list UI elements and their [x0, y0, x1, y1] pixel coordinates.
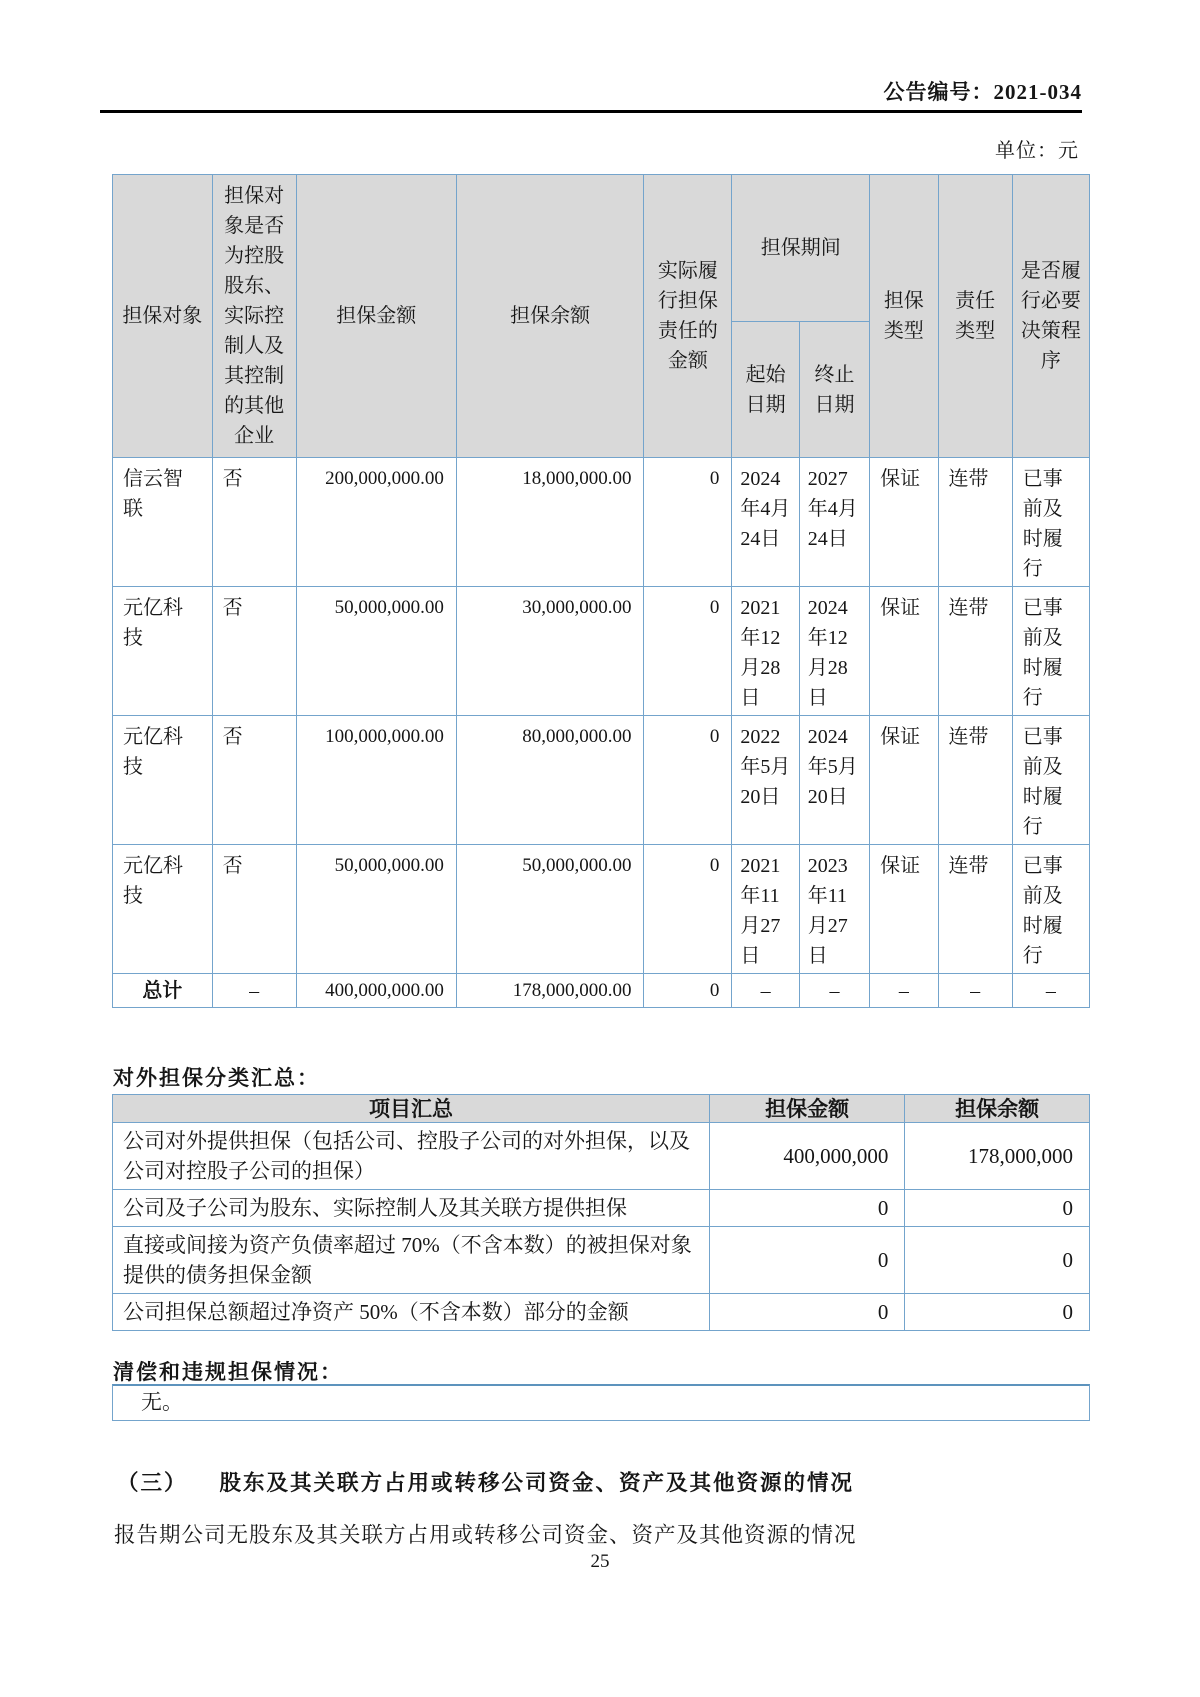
cell-procedure: 已事前及时履行	[1012, 587, 1089, 716]
cell-liability: 连带	[938, 716, 1012, 845]
page-number: 25	[590, 1551, 610, 1572]
total-related: –	[212, 974, 296, 1008]
summary-item: 公司及子公司为股东、实际控制人及其关联方提供担保	[113, 1190, 710, 1227]
doc-number: 公告编号：2021-034	[883, 80, 1082, 104]
summary-col-item: 项目汇总	[113, 1095, 710, 1123]
cell-amount: 100,000,000.00	[296, 716, 456, 845]
col-header-actual: 实际履行担保责任的金额	[644, 175, 732, 458]
cell-actual: 0	[644, 716, 732, 845]
unit-label: 单位：元	[995, 140, 1079, 162]
cell-amount: 50,000,000.00	[296, 587, 456, 716]
section3-heading	[117, 1466, 854, 1497]
settlement-content: 无。	[141, 1390, 183, 1414]
guarantee-row	[113, 716, 1090, 845]
cell-related: 否	[212, 716, 296, 845]
cell-end-date: 2024年5月20日	[799, 716, 869, 845]
summary-row	[113, 1123, 1090, 1190]
cell-liability: 连带	[938, 845, 1012, 974]
settlement-content-box	[112, 1384, 1090, 1421]
summary-balance: 178,000,000	[905, 1123, 1090, 1190]
col-header-target: 担保对象	[113, 175, 213, 458]
cell-type: 保证	[870, 587, 938, 716]
cell-start-date: 2021年12月28日	[732, 587, 799, 716]
cell-start-date: 2021年11月27日	[732, 845, 799, 974]
cell-amount: 50,000,000.00	[296, 845, 456, 974]
summary-balance: 0	[905, 1190, 1090, 1227]
header-rule	[100, 110, 1082, 113]
total-actual: 0	[644, 974, 732, 1008]
section3-number: （三）	[117, 1471, 188, 1495]
settlement-heading: 清偿和违规担保情况：	[113, 1360, 343, 1384]
total-procedure: –	[1012, 974, 1089, 1008]
col-header-liability: 责任类型	[938, 175, 1012, 458]
section3-body: 报告期公司无股东及其关联方占用或转移公司资金、资产及其他资源的情况	[114, 1523, 857, 1547]
summary-balance: 0	[905, 1294, 1090, 1331]
col-header-amount: 担保金额	[296, 175, 456, 458]
cell-related: 否	[212, 458, 296, 587]
summary-item: 公司对外提供担保（包括公司、控股子公司的对外担保，以及公司对控股子公司的担保）	[113, 1123, 710, 1190]
total-label: 总计	[113, 974, 213, 1008]
col-header-related: 担保对象是否为控股股东、实际控制人及其控制的其他企业	[212, 175, 296, 458]
guarantee-row	[113, 458, 1090, 587]
cell-liability: 连带	[938, 458, 1012, 587]
summary-amount: 400,000,000	[709, 1123, 904, 1190]
cell-target: 信云智联	[113, 458, 213, 587]
cell-actual: 0	[644, 458, 732, 587]
total-amount: 400,000,000.00	[296, 974, 456, 1008]
cell-procedure: 已事前及时履行	[1012, 458, 1089, 587]
col-header-end-date: 终止日期	[799, 322, 869, 458]
cell-type: 保证	[870, 716, 938, 845]
total-end: –	[799, 974, 869, 1008]
total-type: –	[870, 974, 938, 1008]
cell-actual: 0	[644, 587, 732, 716]
col-header-balance: 担保余额	[456, 175, 644, 458]
cell-end-date: 2024年12月28日	[799, 587, 869, 716]
summary-item: 公司担保总额超过净资产 50%（不含本数）部分的金额	[113, 1294, 710, 1331]
cell-related: 否	[212, 845, 296, 974]
cell-procedure: 已事前及时履行	[1012, 845, 1089, 974]
summary-amount: 0	[709, 1227, 904, 1294]
cell-balance: 18,000,000.00	[456, 458, 644, 587]
cell-target: 元亿科技	[113, 716, 213, 845]
cell-end-date: 2023年11月27日	[799, 845, 869, 974]
summary-row	[113, 1227, 1090, 1294]
summary-table	[112, 1094, 1090, 1331]
cell-target: 元亿科技	[113, 587, 213, 716]
summary-amount: 0	[709, 1294, 904, 1331]
guarantee-row	[113, 587, 1090, 716]
summary-row	[113, 1190, 1090, 1227]
total-balance: 178,000,000.00	[456, 974, 644, 1008]
cell-start-date: 2024年4月24日	[732, 458, 799, 587]
col-header-start-date: 起始日期	[732, 322, 799, 458]
cell-amount: 200,000,000.00	[296, 458, 456, 587]
cell-balance: 80,000,000.00	[456, 716, 644, 845]
guarantee-row	[113, 845, 1090, 974]
summary-amount: 0	[709, 1190, 904, 1227]
cell-target: 元亿科技	[113, 845, 213, 974]
guarantee-total-row	[113, 974, 1090, 1008]
summary-item: 直接或间接为资产负债率超过 70%（不含本数）的被担保对象提供的债务担保金额	[113, 1227, 710, 1294]
cell-actual: 0	[644, 845, 732, 974]
cell-liability: 连带	[938, 587, 1012, 716]
cell-balance: 30,000,000.00	[456, 587, 644, 716]
total-liability: –	[938, 974, 1012, 1008]
summary-col-balance: 担保余额	[905, 1095, 1090, 1123]
cell-procedure: 已事前及时履行	[1012, 716, 1089, 845]
summary-balance: 0	[905, 1227, 1090, 1294]
total-start: –	[732, 974, 799, 1008]
col-header-type: 担保类型	[870, 175, 938, 458]
cell-related: 否	[212, 587, 296, 716]
col-header-procedure: 是否履行必要决策程序	[1012, 175, 1089, 458]
col-header-period: 担保期间	[732, 175, 870, 322]
summary-row	[113, 1294, 1090, 1331]
summary-col-amount: 担保金额	[709, 1095, 904, 1123]
cell-type: 保证	[870, 845, 938, 974]
cell-type: 保证	[870, 458, 938, 587]
section3-title: 股东及其关联方占用或转移公司资金、资产及其他资源的情况	[219, 1471, 855, 1495]
cell-balance: 50,000,000.00	[456, 845, 644, 974]
cell-end-date: 2027年4月24日	[799, 458, 869, 587]
guarantee-table	[112, 174, 1090, 1008]
cell-start-date: 2022年5月20日	[732, 716, 799, 845]
summary-heading: 对外担保分类汇总：	[113, 1066, 320, 1090]
